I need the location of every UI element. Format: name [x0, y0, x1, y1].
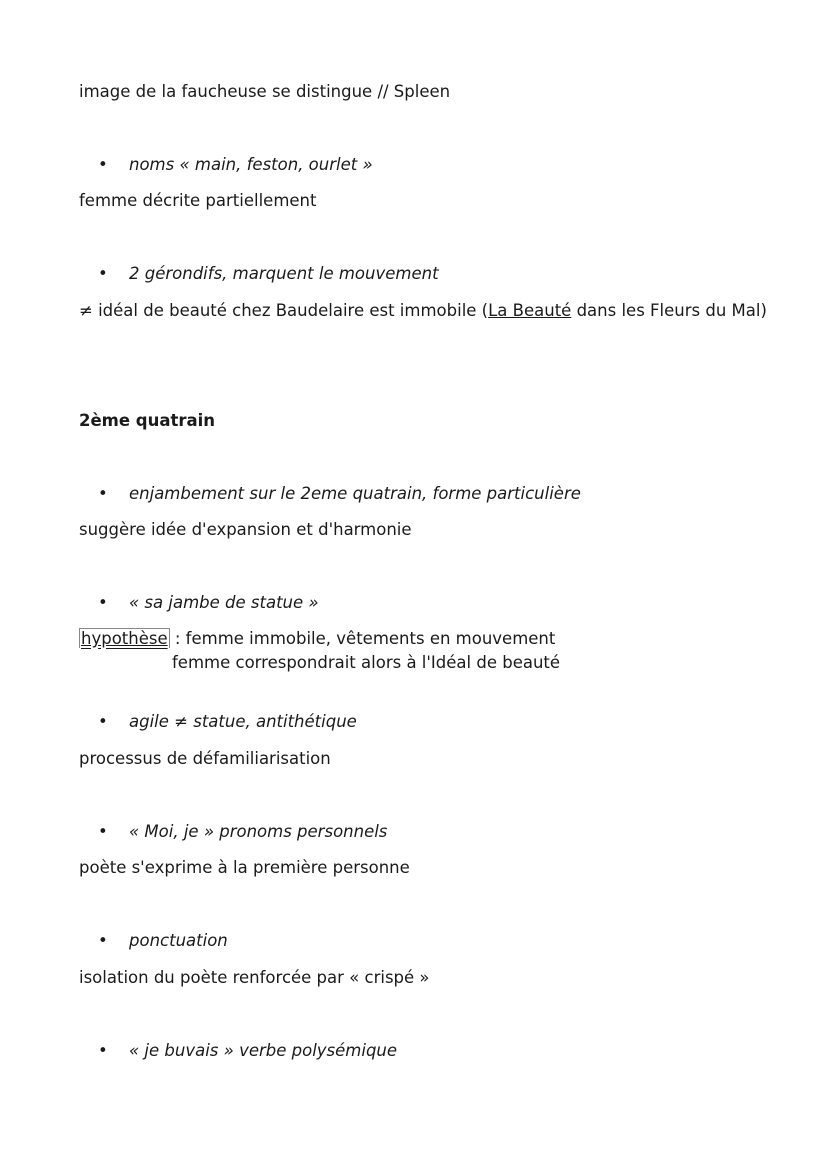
bullet-text: « sa jambe de statue » [129, 593, 319, 612]
text-line: processus de défamiliarisation [79, 749, 331, 768]
bullet-icon: • [98, 484, 108, 503]
bullet-icon: • [98, 931, 108, 950]
hypothesis-line [79, 629, 555, 649]
bullet-icon: • [98, 712, 108, 731]
bullet-item [98, 712, 357, 732]
text-segment: : femme immobile, vêtements en mouvement [169, 629, 556, 648]
bullet-text: « Moi, je » pronoms personnels [129, 822, 388, 841]
text-line: image de la faucheuse se distingue // Spleen [79, 82, 451, 101]
bullet-text: ponctuation [129, 931, 228, 950]
text-line: suggère idée d'expansion et d'harmonie [79, 520, 412, 539]
bullet-item [98, 1041, 397, 1061]
bullet-text: « je buvais » verbe polysémique [129, 1041, 398, 1060]
text-line: femme décrite partiellement [79, 191, 317, 210]
bullet-icon: • [98, 264, 108, 283]
bullet-text: noms « main, feston, ourlet » [129, 155, 373, 174]
bullet-item [98, 155, 373, 175]
underlined-title: La Beauté [488, 301, 572, 320]
bullet-text: agile ≠ statue, antithétique [129, 712, 357, 731]
bullet-item [98, 931, 228, 951]
bullet-icon: • [98, 155, 108, 174]
text-line: isolation du poète renforcée par « crispé » [79, 968, 430, 987]
bullet-text: enjambement sur le 2eme quatrain, forme particulière [129, 484, 581, 503]
hypothesis-continuation: femme correspondrait alors à l'Idéal de beauté [172, 653, 561, 672]
text-segment: dans les Fleurs du Mal) [571, 301, 767, 320]
section-heading: 2ème quatrain [79, 411, 216, 430]
hypothesis-label: hypothèse [81, 629, 168, 648]
bullet-item [98, 264, 439, 284]
bullet-icon: • [98, 822, 108, 841]
text-line: poète s'exprime à la première personne [79, 858, 410, 877]
bullet-item [98, 822, 387, 842]
bullet-item [98, 593, 319, 613]
bullet-icon: • [98, 593, 108, 612]
text-line [79, 301, 767, 321]
text-segment: ≠ idéal de beauté chez Baudelaire est immobile ( [79, 301, 489, 320]
bullet-item [98, 484, 581, 504]
bullet-icon: • [98, 1041, 108, 1060]
bullet-text: 2 gérondifs, marquent le mouvement [129, 264, 439, 283]
